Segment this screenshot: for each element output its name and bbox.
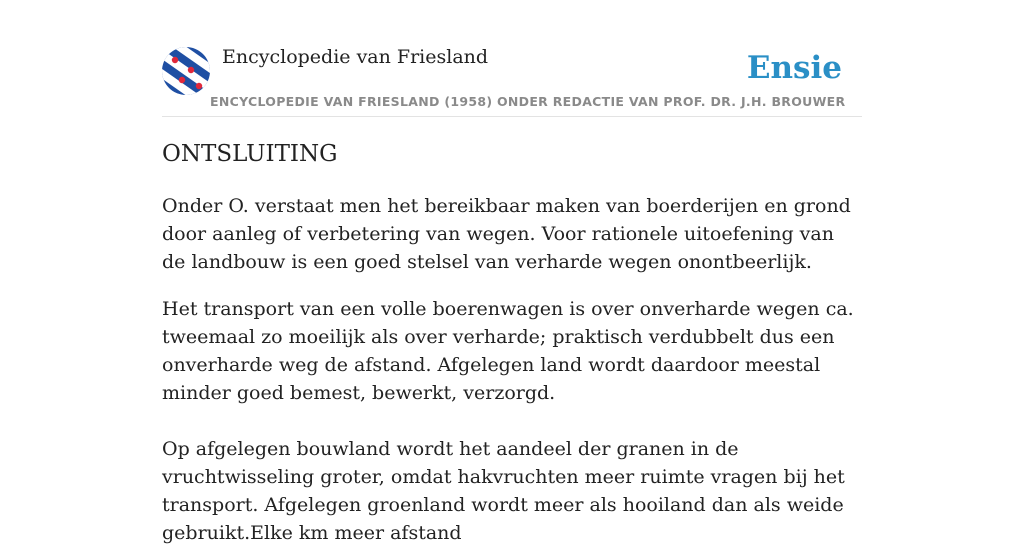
article-paragraph-1: Onder O. verstaat men het bereikbaar maken van boerderijen en grond door aanleg of verbetering van wegen. Voor rationele uitoefening van de landbouw is een goed stelsel van verharde wegen onontbeerlijk. [162,195,851,273]
article-paragraph-2: Het transport van een volle boerenwagen is over onverharde wegen ca. tweemaal zo moeilijk als over verharde; praktisch verdubbelt dus een onverharde weg de afstand. Afgelegen land wordt daardoor meestal minder goed bemest, bewerkt, verzorgd. [162,298,854,404]
article-paragraph-3: Op afgelegen bouwland wordt het aandeel der granen in de vruchtwisseling groter, omdat hakvruchten meer ruimte vragen bij het transport. Afgelegen groenland wordt meer als hooiland dan als weide gebruikt.Elke km meer afstand [162,438,845,544]
site-header [162,0,862,117]
frisian-flag-logo-icon[interactable] [162,47,210,95]
article-title: ONTSLUITING [162,141,338,167]
site-title[interactable]: Encyclopedie van Friesland [222,46,489,68]
page-container [162,0,862,544]
ensie-brand-logo[interactable]: Ensie [746,50,842,86]
site-subtitle: ENCYCLOPEDIE VAN FRIESLAND (1958) ONDER REDACTIE VAN PROF. DR. J.H. BROUWER [210,94,846,109]
